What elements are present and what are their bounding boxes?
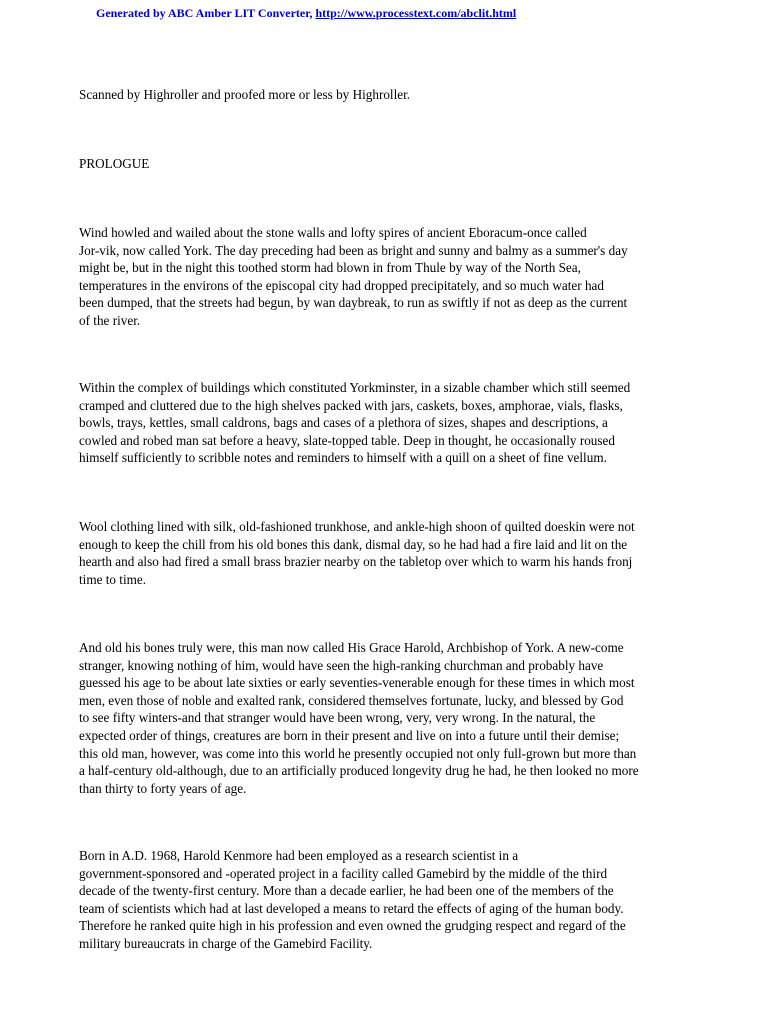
paragraph-line: men, even those of noble and exalted rank, considered themselves fortunate, lucky, and blessed by God bbox=[79, 692, 624, 708]
paragraph-line: cramped and cluttered due to the high shelves packed with jars, caskets, boxes, amphorae, vials, flasks, bbox=[79, 397, 623, 413]
paragraph-line: expected order of things, creatures are born in their present and live on into a future until their demise; bbox=[79, 727, 620, 743]
converter-header-text: Generated by ABC Amber LIT Converter, bbox=[96, 6, 316, 20]
paragraph-line: enough to keep the chill from his old bones this dank, dismal day, so he had had a fire laid and lit on the bbox=[79, 536, 628, 552]
paragraph-line: team of scientists which had at last developed a means to retard the effects of aging of the human body. bbox=[79, 900, 624, 916]
paragraph-line: might be, but in the night this toothed storm had blown in from Thule by way of the North Sea, bbox=[79, 260, 581, 276]
paragraph-line: cowled and robed man sat before a heavy, slate-topped table. Deep in thought, he occasionally roused bbox=[79, 432, 615, 448]
paragraph-5 bbox=[79, 847, 694, 953]
paragraph-line: Therefore he ranked quite high in his profession and even owned the grudging respect and regard of the bbox=[79, 918, 626, 934]
paragraph-line: bowls, trays, kettles, small caldrons, bags and cases of a plethora of sizes, shapes and descriptions, a bbox=[79, 415, 608, 431]
paragraph-1 bbox=[79, 224, 694, 330]
paragraph-line: Within the complex of buildings which constituted Yorkminster, in a sizable chamber which still seemed bbox=[79, 380, 631, 395]
paragraph-line: Wool clothing lined with silk, old-fashioned trunkhose, and ankle-high shoon of quilted doeskin were not bbox=[79, 519, 635, 534]
paragraph-line: military bureaucrats in charge of the Gamebird Facility. bbox=[79, 935, 373, 951]
paragraph-line: decade of the twenty-first century. More than a decade earlier, he had been one of the members of the bbox=[79, 883, 614, 899]
paragraph-line: a half-century old-although, due to an artificially produced longevity drug he had, he then looked no more bbox=[79, 763, 639, 779]
paragraph-3 bbox=[79, 518, 694, 588]
paragraph-line: temperatures in the environs of the episcopal city had dropped precipitately, and so much water had bbox=[79, 277, 605, 293]
chapter-heading: PROLOGUE bbox=[79, 156, 150, 171]
paragraph-4 bbox=[79, 639, 694, 797]
paragraph-line: Wind howled and wailed about the stone walls and lofty spires of ancient Eboracum-once called bbox=[79, 225, 587, 240]
paragraph-line: time to time. bbox=[79, 571, 147, 587]
paragraph-line: And old his bones truly were, this man now called His Grace Harold, Archbishop of York. A new-come bbox=[79, 640, 624, 655]
paragraph-line: been dumped, that the streets had begun, by wan daybreak, to run as swiftly if not as deep as the current bbox=[79, 295, 628, 311]
paragraph-line: of the river. bbox=[79, 312, 141, 328]
converter-header bbox=[96, 6, 516, 21]
paragraph-line: stranger, knowing nothing of him, would have seen the high-ranking churchman and probably have bbox=[79, 657, 604, 673]
paragraph-line: to see fifty winters-and that stranger would have been wrong, very, very wrong. In the natural, the bbox=[79, 710, 596, 726]
paragraph-line: Jor-vik, now called York. The day preceding had been as bright and sunny and balmy as a summer's day bbox=[79, 242, 628, 258]
paragraph-line: guessed his age to be about late sixties or early seventies-venerable enough for these times in which most bbox=[79, 675, 635, 691]
paragraph-line: hearth and also had fired a small brass brazier nearby on the tabletop over which to warm his hands fronj bbox=[79, 554, 633, 570]
paragraph-line: this old man, however, was come into this world he presently occupied not only full-grown but more than bbox=[79, 745, 637, 761]
paragraph-line: Born in A.D. 1968, Harold Kenmore had been employed as a research scientist in a bbox=[79, 848, 519, 863]
paragraph-2 bbox=[79, 379, 694, 467]
converter-link[interactable]: http://www.processtext.com/abclit.html bbox=[315, 6, 517, 20]
paragraph-line: than thirty to forty years of age. bbox=[79, 780, 247, 796]
credit-line: Scanned by Highroller and proofed more or less by Highroller. bbox=[79, 87, 411, 102]
paragraph-line: himself sufficiently to scribble notes and reminders to himself with a quill on a sheet of fine vellum. bbox=[79, 450, 607, 466]
paragraph-line: government-sponsored and -operated project in a facility called Gamebird by the middle of the third bbox=[79, 865, 608, 881]
